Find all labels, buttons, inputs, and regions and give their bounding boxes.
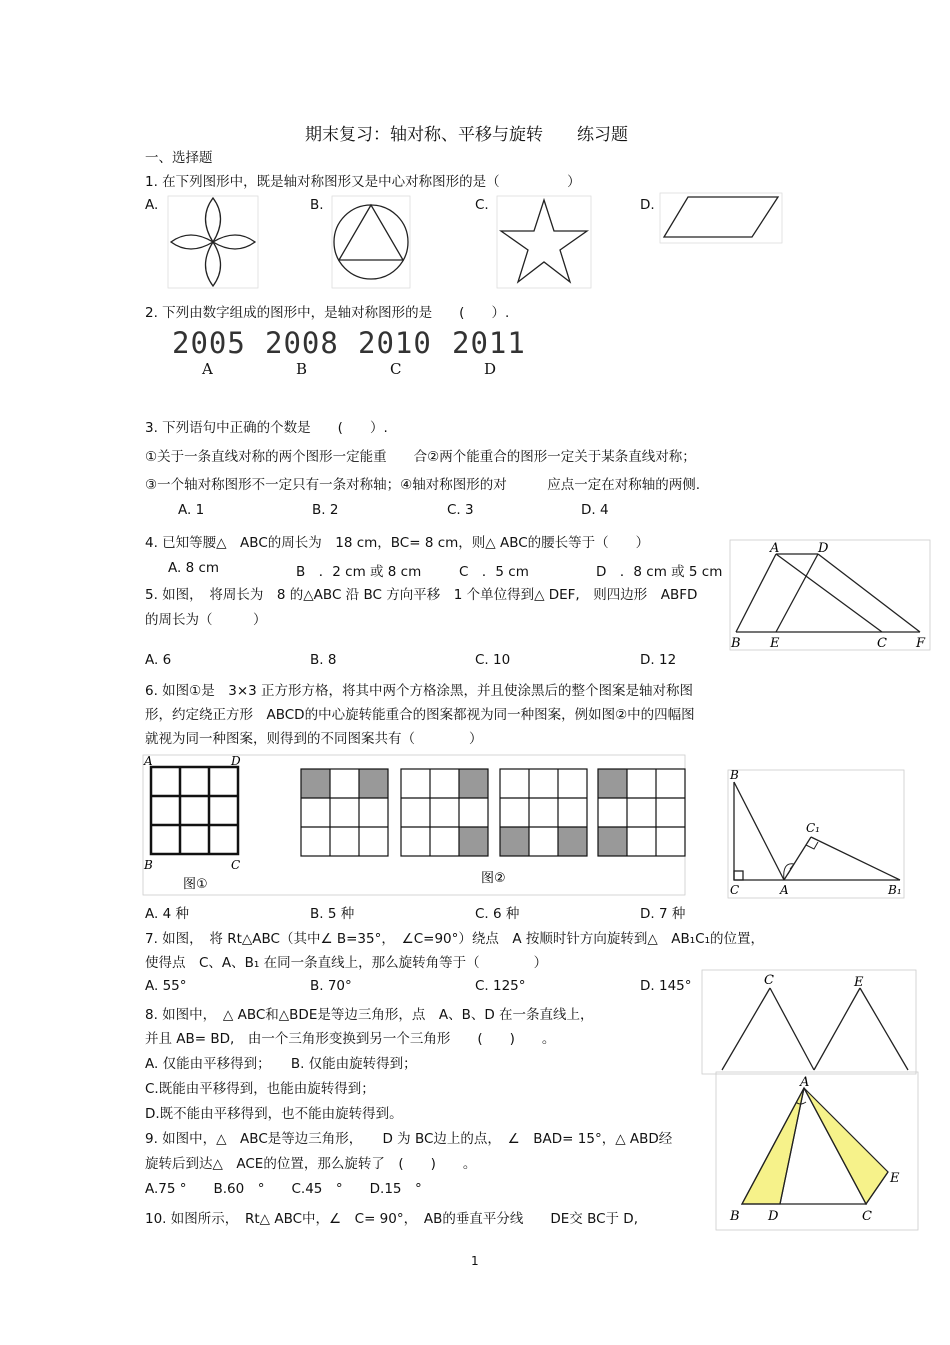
q2-number-d: 2011 xyxy=(452,326,526,360)
q3-line2: ③一个轴对称图形不一定只有一条对称轴；④轴对称图形的对 应点一定在对称轴的两侧. xyxy=(145,477,700,493)
q5-option-a: A. 6 xyxy=(145,652,172,668)
q6-option-b: B. 5 种 xyxy=(310,906,355,922)
grid-figure-2a xyxy=(301,769,388,856)
parallelogram-icon xyxy=(660,193,782,243)
grid-figure-1 xyxy=(151,767,238,854)
q7-rotation-figure xyxy=(728,770,904,898)
page-number: 1 xyxy=(471,1254,479,1268)
page-title: 期末复习：轴对称、平移与旋转 练习题 xyxy=(305,125,628,145)
q7-label-c: C xyxy=(730,883,740,897)
q9-label-a: A xyxy=(800,1075,810,1090)
q2-letter-a: A xyxy=(202,360,213,378)
q3-stem: 3. 下列语句中正确的个数是 ( ）. xyxy=(145,420,388,436)
q5-option-b: B. 8 xyxy=(310,652,337,668)
q7-line2: 使得点 C、A、B₁ 在同一条直线上，那么旋转角等于（ ） xyxy=(145,955,548,971)
q8-line1: 8. 如图中， △ ABC和△BDE是等边三角形，点 A、B、D 在一条直线上， xyxy=(145,1007,594,1023)
q10-line1: 10. 如图所示， Rt△ ABC中，∠ C= 90°， AB的垂直平分线 DE交 BC于 D, xyxy=(145,1211,638,1227)
grid-figure-2d xyxy=(598,769,685,856)
q6-option-d: D. 7 种 xyxy=(640,906,686,922)
q5-label-f: F xyxy=(916,636,926,651)
q6-grid-figures xyxy=(143,755,685,895)
q3-option-a: A. 1 xyxy=(178,502,205,518)
q3-line1: ①关于一条直线对称的两个图形一定能重 合②两个能重合的图形一定关于某条直线对称； xyxy=(145,449,696,465)
q7-label-b: B xyxy=(730,768,739,782)
triangle-in-circle-icon xyxy=(332,196,410,288)
q4-option-d: D ．8 cm 或 5 cm xyxy=(596,564,723,580)
q7-line1: 7. 如图， 将 Rt△ABC（其中∠ B=35°， ∠C=90°）绕点 A 按顺时针方向旋转到△ AB₁C₁的位置， xyxy=(145,931,765,947)
q9-line2: 旋转后到达△ ACE的位置，那么旋转了 ( ) 。 xyxy=(145,1156,477,1172)
four-petal-flower-icon xyxy=(168,196,258,288)
q6-option-a: A. 4 种 xyxy=(145,906,189,922)
q9-rotation-figure xyxy=(716,1072,918,1230)
q7-label-a: A xyxy=(780,883,789,897)
q3-option-c: C. 3 xyxy=(447,502,474,518)
q5-option-c: C. 10 xyxy=(475,652,511,668)
q5-label-c: C xyxy=(877,636,887,651)
q1-option-c: C. xyxy=(475,197,489,213)
q6-line2: 形，约定绕正方形 ABCD的中心旋转能重合的图案都视为同一种图案，例如图②中的四幅图 xyxy=(145,707,695,723)
q9-options: A.75 ° B.60 ° C.45 ° D.15 ° xyxy=(145,1181,422,1197)
q7-option-c: C. 125° xyxy=(475,978,526,994)
q5-label-b: B xyxy=(731,636,741,651)
q5-line2: 的周长为（ ） xyxy=(145,612,267,628)
fig2-caption: 图② xyxy=(481,871,506,886)
q2-letter-b: B xyxy=(296,360,308,378)
q5-translation-figure xyxy=(730,540,930,650)
fig1-caption: 图① xyxy=(183,877,208,892)
q4-stem: 4. 已知等腰△ ABC的周长为 18 cm，BC= 8 cm，则△ ABC的腰长等于（ ） xyxy=(145,535,650,551)
q9-label-b: B xyxy=(730,1209,740,1224)
star-icon xyxy=(497,196,591,288)
q7-option-d: D. 145° xyxy=(640,978,692,994)
q6-line1: 6. 如图①是 3×3 正方形方格，将其中两个方格涂黑，并且使涂黑后的整个图案是轴对称图 xyxy=(145,683,694,699)
grid-figure-2b xyxy=(401,769,488,856)
q7-option-a: A. 55° xyxy=(145,978,187,994)
q2-number-c: 2010 xyxy=(358,326,432,360)
grid-corner-a: A xyxy=(144,754,153,768)
q1-option-b: B. xyxy=(310,197,324,213)
q9-label-e: E xyxy=(890,1171,900,1186)
q5-label-e: E xyxy=(770,636,780,651)
q2-letter-c: C xyxy=(390,360,402,378)
q1-stem: 1. 在下列图形中，既是轴对称图形又是中心对称图形的是（ ） xyxy=(145,174,581,190)
q5-option-d: D. 12 xyxy=(640,652,677,668)
grid-corner-d: D xyxy=(231,754,241,768)
q5-line1: 5. 如图， 将周长为 8 的△ABC 沿 BC 方向平移 1 个单位得到△ DEF, 则四边形 ABFD xyxy=(145,587,698,603)
q6-option-c: C. 6 种 xyxy=(475,906,520,922)
q9-label-d: D xyxy=(768,1209,779,1224)
q8-label-c: C xyxy=(764,973,774,988)
q7-option-b: B. 70° xyxy=(310,978,352,994)
q9-line1: 9. 如图中，△ ABC是等边三角形， D 为 BC边上的点， ∠ BAD= 15°，△ ABD经 xyxy=(145,1131,673,1147)
q4-option-b: B ．2 cm 或 8 cm xyxy=(296,564,422,580)
q8-equilateral-figure xyxy=(702,970,916,1074)
q8-option-d: D.既不能由平移得到，也不能由旋转得到。 xyxy=(145,1106,403,1122)
q9-shaded-triangle-ace xyxy=(804,1088,888,1204)
q7-label-b1: B₁ xyxy=(888,883,902,897)
q6-line3: 就视为同一种图案，则得到的不同图案共有（ ） xyxy=(145,731,483,747)
q2-number-a: 2005 xyxy=(172,326,246,360)
q7-label-c1: C₁ xyxy=(806,821,820,835)
q3-option-b: B. 2 xyxy=(312,502,339,518)
q8-line2: 并且 AB= BD, 由一个三角形变换到另一个三角形 ( ) 。 xyxy=(145,1031,556,1047)
q2-number-b: 2008 xyxy=(265,326,339,360)
q4-option-a: A. 8 cm xyxy=(168,560,220,576)
q3-option-d: D. 4 xyxy=(581,502,609,518)
q9-label-c: C xyxy=(862,1209,872,1224)
q1-option-d: D. xyxy=(640,197,655,213)
q1-option-a: A. xyxy=(145,197,159,213)
q8-label-e: E xyxy=(854,975,864,990)
q8-option-ab: A. 仅能由平移得到； B. 仅能由旋转得到； xyxy=(145,1056,417,1072)
grid-figure-2c xyxy=(500,769,587,856)
q5-label-d: D xyxy=(818,541,829,556)
grid-corner-b: B xyxy=(144,858,153,872)
q8-option-c: C.既能由平移得到，也能由旋转得到； xyxy=(145,1081,375,1097)
q2-letter-d: D xyxy=(484,360,497,378)
section-heading: 一、选择题 xyxy=(145,150,213,166)
q2-stem: 2. 下列由数字组成的图形中，是轴对称图形的是 ( ）. xyxy=(145,305,510,321)
grid-corner-c: C xyxy=(231,858,241,872)
q4-option-c: C ．5 cm xyxy=(459,564,529,580)
q5-label-a: A xyxy=(770,541,780,556)
